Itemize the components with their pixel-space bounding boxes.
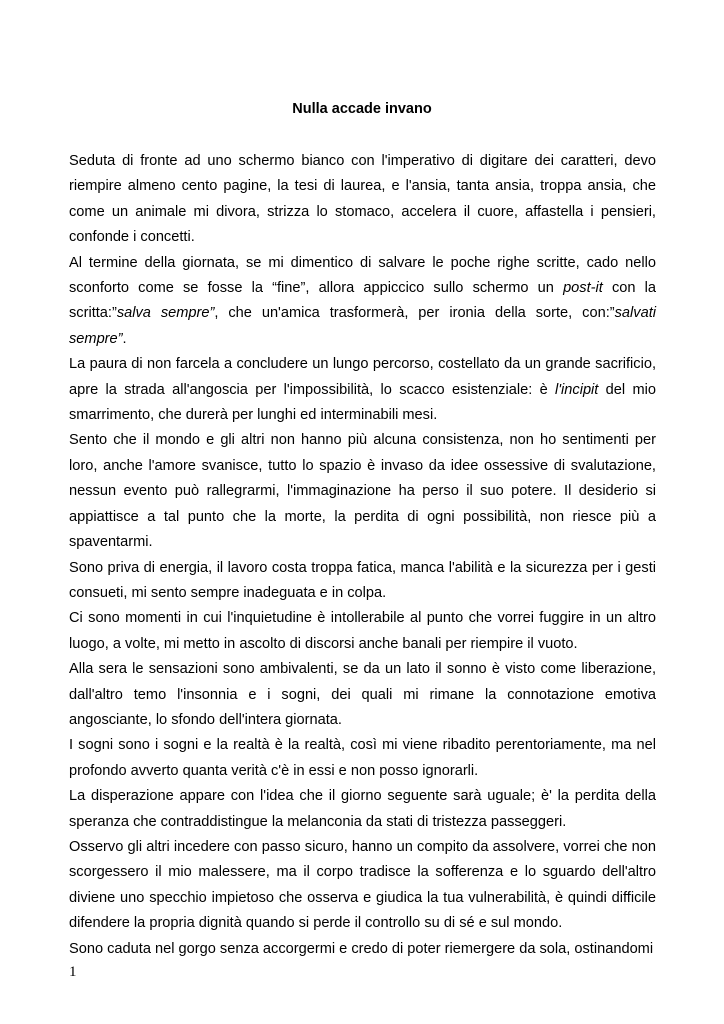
- paragraph-2-italic-salva-sempre: salva sempre”: [116, 305, 215, 322]
- document-title: Nulla accade invano: [292, 101, 432, 117]
- paragraph-3-text-a: La paura di non farcela a concludere un lungo percorso, costellato da un grande sacrificio, apre la strada all'angoscia per l'impossibilità, lo scacco esistenziale: è: [69, 356, 656, 398]
- page-number: 1: [69, 964, 77, 980]
- paragraph-3-italic-incipit: l'incipit: [555, 381, 599, 398]
- paragraph-3: [69, 352, 656, 428]
- paragraph-2-text-a: Al termine della giornata, se mi dimentico di salvare le poche righe scritte, cado nello sconforto come se fosse la “fine”, allora appiccico sullo schermo un: [69, 254, 656, 297]
- paragraph-6: Ci sono momenti in cui l'inquietudine è intollerabile al punto che vorrei fuggire in un altro luogo, a volte, mi metto in ascolto di discorsi anche banali per riempire il vuoto.: [69, 610, 656, 652]
- paragraph-5: Sono priva di energia, il lavoro costa troppa fatica, manca l'abilità e la sicurezza per i gesti consueti, mi sento sempre inadeguata e in colpa.: [69, 559, 656, 601]
- paragraph-11: Sono caduta nel gorgo senza accorgermi e credo di poter riemergere da sola, ostinandomi: [69, 940, 654, 957]
- paragraph-4: Sento che il mondo e gli altri non hanno più alcuna consistenza, non ho sentimenti per loro, anche l'amore svanisce, tutto lo spazio è invaso da idee ossessive di svalutazione, nessun evento può rallegrarmi, l'immaginazione ha perso il suo potere. Il desiderio si appiattisce a tal punto che la morte, la perdita di ogni possibilità, non riesce più a spaventarmi.: [69, 432, 656, 551]
- paragraph-10: Osservo gli altri incedere con passo sicuro, hanno un compito da assolvere, vorrei che non scorgessero il mio malessere, ma il corpo tradisce la sofferenza e lo sguardo dell'altro diviene uno specchio impietoso che osserva e giudica la tua vulnerabilità, è quindi difficile difendere la propria dignità quando si perde il controllo su di sé e sul mondo.: [69, 838, 656, 932]
- paragraph-2-text-g: .: [122, 330, 127, 347]
- paragraph-2: [69, 251, 656, 353]
- paragraph-2-text-e: , che un'amica trasformerà, per ironia della sorte, con:”: [214, 305, 615, 322]
- paragraph-9: La disperazione appare con l'idea che il giorno seguente sarà uguale; è' la perdita della speranza che contraddistingue la melanconia da stati di tristezza passeggeri.: [69, 788, 656, 830]
- paragraph-2-italic-salvati-sempre: salvati sempre”: [69, 305, 656, 347]
- paragraph-1: Seduta di fronte ad uno schermo bianco con l'imperativo di digitare dei caratteri, devo riempire almeno cento pagine, la tesi di laurea, e l'ansia, tanta ansia, troppa ansia, che come un animale mi divora, strizza lo stomaco, accelera il cuore, affastella i pensieri, confonde i concetti.: [69, 153, 656, 246]
- paragraph-2-text-c: con la scritta:”: [69, 280, 656, 322]
- paragraph-3-text-c: del mio smarrimento, che durerà per lunghi ed interminabili mesi.: [69, 381, 656, 424]
- document-body: [69, 149, 656, 962]
- paragraph-8: I sogni sono i sogni e la realtà è la realtà, così mi viene ribadito perentoriamente, ma nel profondo avverto quanta verità c'è in essi e non posso ignorarli.: [69, 737, 656, 779]
- paragraph-2-italic-post-it: post-it: [563, 280, 603, 297]
- paragraph-7: Alla sera le sensazioni sono ambivalenti, se da un lato il sonno è visto come liberazione, dall'altro temo l'insonnia e i sogni, dei quali mi rimane la connotazione emotiva angosciante, lo sfondo dell'intera giornata.: [69, 661, 656, 728]
